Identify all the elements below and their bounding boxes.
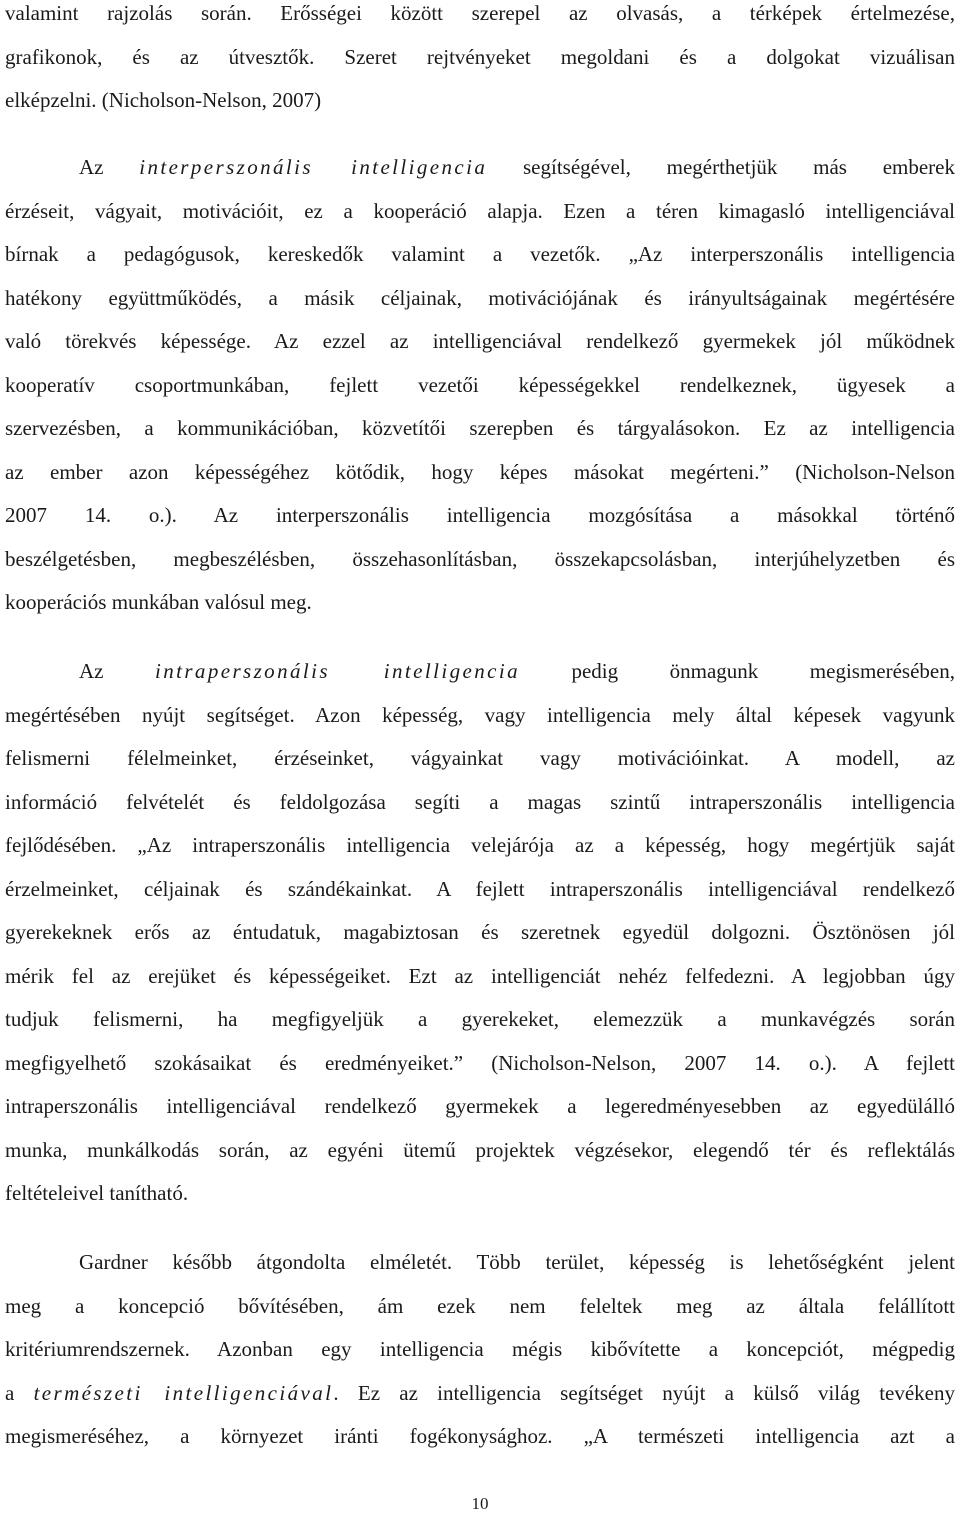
text-line: információ felvételét és feldolgozása segíti a magas szintű intraperszonális intelligencia — [5, 789, 955, 814]
text-line: intraperszonális intelligenciával rendelkező gyermekek a legeredményesebben az egyedülálló — [5, 1094, 955, 1118]
text-line: megértésében nyújt segítséget. Azon képesség, vagy intelligencia mely által képesek vagyunk — [5, 702, 955, 727]
document-page — [5, 0, 955, 1513]
text-fragment: . Ez az intelligencia segítséget nyújt a külső világ tevékeny — [333, 1380, 955, 1405]
text-fragment: a — [5, 1380, 34, 1405]
text-line: érzelmeinket, céljainak és szándékainkat. A fejlett intraperszonális intelligenciával rendelkező — [5, 876, 955, 901]
emphasized-term: interperszonális intelligencia — [139, 155, 488, 179]
text-line: grafikonok, és az útvesztők. Szeret rejtvényeket megoldani és a dolgokat vizuálisan — [5, 44, 955, 69]
text-fragment: segítségével, megérthetjük más emberek — [487, 155, 955, 179]
paragraph-interpersonal — [5, 156, 955, 635]
text-line: kooperatív csoportmunkában, fejlett vezetői képességekkel rendelkeznek, ügyesek a — [5, 372, 955, 397]
text-line: fejlődésében. „Az intraperszonális intelligencia velejárója az a képesség, hogy megértjük saját — [5, 833, 955, 857]
paragraph-1 — [5, 2, 955, 133]
text-line: Gardner később átgondolta elméletét. Több terület, képesség is lehetőségként jelent — [79, 1250, 955, 1274]
emphasized-term: intraperszonális intelligencia — [154, 659, 520, 683]
text-line: gyerekeknek erős az éntudatuk, magabiztosan és szeretnek egyedül dolgozni. Ösztönösen jól — [5, 920, 955, 944]
text-line — [5, 1382, 955, 1426]
text-line: elképzelni. (Nicholson-Nelson, 2007) — [5, 88, 322, 112]
page-number: 10 — [471, 1494, 489, 1513]
text-line: feltételeivel tanítható. — [5, 1181, 189, 1205]
text-fragment: pedig önmagunk megismerésében, — [519, 659, 955, 683]
text-line: munka, munkálkodás során, az egyéni ütemű projektek végzésekor, elegendő tér és reflektálás — [5, 1137, 955, 1162]
text-line: hatékony együttműködés, a másik céljainak, motivációjának és irányultságainak megértésére — [5, 285, 955, 310]
text-line: meg a koncepció bővítésében, ám ezek nem feleltek meg az általa felállított — [5, 1293, 955, 1318]
text-fragment: Az — [79, 155, 140, 179]
text-line: beszélgetésben, megbeszélésben, összehasonlításban, összekapcsolásban, interjúhelyzetben és — [5, 546, 955, 571]
text-line: való törekvés képessége. Az ezzel az intelligenciával rendelkező gyermekek jól működnek — [5, 329, 955, 353]
paragraph-intrapersonal — [5, 660, 955, 1226]
text-line: kritériumrendszernek. Azonban egy intelligencia mégis kibővítette a koncepciót, mégpedig — [5, 1337, 955, 1361]
text-line: 2007 14. o.). Az interperszonális intelligencia mozgósítása a másokkal történő — [5, 503, 955, 527]
paragraph-naturalist — [5, 1251, 955, 1469]
text-fragment: Az — [79, 659, 155, 683]
text-line: felismerni félelmeinket, érzéseinket, vágyainkat vagy motivációinkat. A modell, az — [5, 746, 955, 770]
text-line — [5, 660, 955, 704]
text-line: valamint rajzolás során. Erősségei között szerepel az olvasás, a térképek értelmezése, — [5, 1, 955, 25]
text-line: az ember azon képességéhez kötődik, hogy képes másokat megérteni.” (Nicholson-Nelson — [5, 459, 955, 484]
text-line: szervezésben, a kommunikációban, közvetítői szerepben és tárgyalásokon. Ez az intelligencia — [5, 416, 955, 440]
text-line: érzéseit, vágyait, motivációit, ez a kooperáció alapja. Ezen a téren kimagasló intelligenciával — [5, 198, 955, 223]
text-line: kooperációs munkában valósul meg. — [5, 590, 312, 614]
text-line: megismeréséhez, a környezet iránti fogékonysághoz. „A természeti intelligencia azt a — [5, 1424, 955, 1448]
text-line: megfigyelhető szokásaikat és eredményeiket.” (Nicholson-Nelson, 2007 14. o.). A fejlett — [5, 1050, 955, 1075]
emphasized-term: természeti intelligenciával — [33, 1380, 334, 1405]
text-line: mérik fel az erejüket és képességeiket. Ezt az intelligenciát nehéz felfedezni. A legjobban úgy — [5, 963, 955, 988]
text-line: bírnak a pedagógusok, kereskedők valamint a vezetők. „Az interperszonális intelligencia — [5, 242, 955, 266]
text-line: tudjuk felismerni, ha megfigyeljük a gyerekeket, elemezzük a munkavégzés során — [5, 1007, 955, 1031]
text-line — [5, 156, 955, 200]
